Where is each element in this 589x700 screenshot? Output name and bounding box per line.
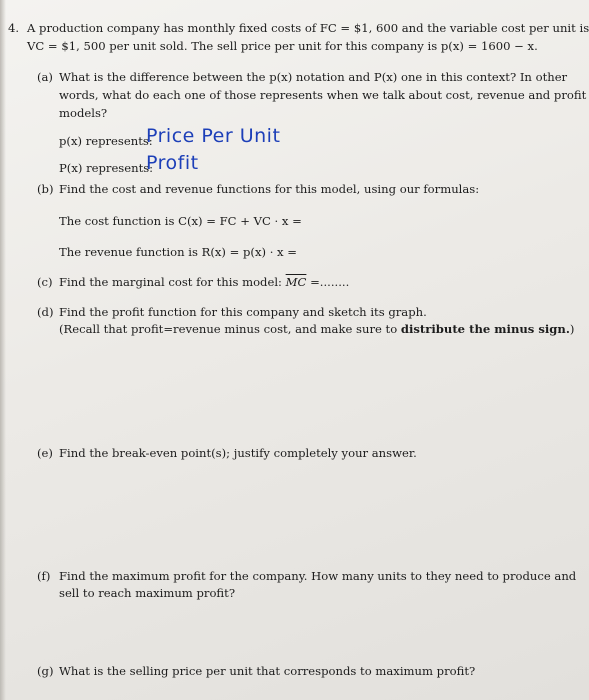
P-represents-prompt: P(x) represents:	[59, 161, 154, 175]
part-f-line-1: Find the maximum profit for the company. How many units to they need to produce and	[59, 569, 577, 583]
part-g-label: (g)	[37, 664, 54, 678]
part-c-question	[59, 275, 349, 290]
part-c-label: (c)	[37, 275, 53, 289]
P-represents-answer: Profit	[146, 152, 199, 174]
part-e-text: Find the break-even point(s); justify completely your answer.	[59, 446, 417, 460]
p-represents-prompt: p(x) represents:	[59, 134, 153, 148]
part-d-line-2-end: )	[569, 322, 575, 336]
p-represents-answer: Price Per Unit	[146, 125, 281, 147]
cost-function-line: The cost function is C(x) = FC + VC · x =	[59, 214, 302, 228]
page-shadow	[0, 0, 6, 700]
part-d-line-2	[59, 322, 574, 337]
part-b-text: Find the cost and revenue functions for this model, using our formulas:	[59, 182, 480, 196]
part-d-label: (d)	[37, 305, 54, 319]
part-a-label: (a)	[37, 70, 53, 84]
problem-number: 4.	[8, 21, 20, 35]
problem-intro-line-1: A production company has monthly fixed costs of FC = $1, 600 and the variable cost per unit is	[27, 21, 589, 35]
problem-intro-line-2: VC = $1, 500 per unit sold. The sell price per unit for this company is p(x) = 1600 − x.	[27, 39, 538, 53]
revenue-function-line: The revenue function is R(x) = p(x) · x =	[59, 245, 298, 259]
marginal-cost-symbol: $\overline{MC}$	[285, 275, 307, 289]
part-a-line-3: models?	[59, 106, 108, 120]
part-d-line-1: Find the profit function for this company and sketch its graph.	[59, 305, 427, 319]
part-g-text: What is the selling price per unit that corresponds to maximum profit?	[59, 664, 476, 678]
part-b-label: (b)	[37, 182, 54, 196]
part-c-blank: =........	[306, 275, 350, 289]
part-d-line-2-bold: distribute the minus sign.	[400, 322, 570, 336]
part-a-line-2: words, what do each one of those represents when we talk about cost, revenue and profit	[59, 88, 587, 102]
part-f-label: (f)	[37, 569, 51, 583]
part-d-line-2-start: (Recall that profit=revenue minus cost, and make sure to	[59, 322, 401, 336]
part-e-label: (e)	[37, 446, 53, 460]
part-c-text: Find the marginal cost for this model:	[59, 275, 286, 289]
part-a-line-1: What is the difference between the p(x) notation and P(x) one in this context? In other	[59, 70, 568, 84]
part-f-line-2: sell to reach maximum profit?	[59, 586, 236, 600]
